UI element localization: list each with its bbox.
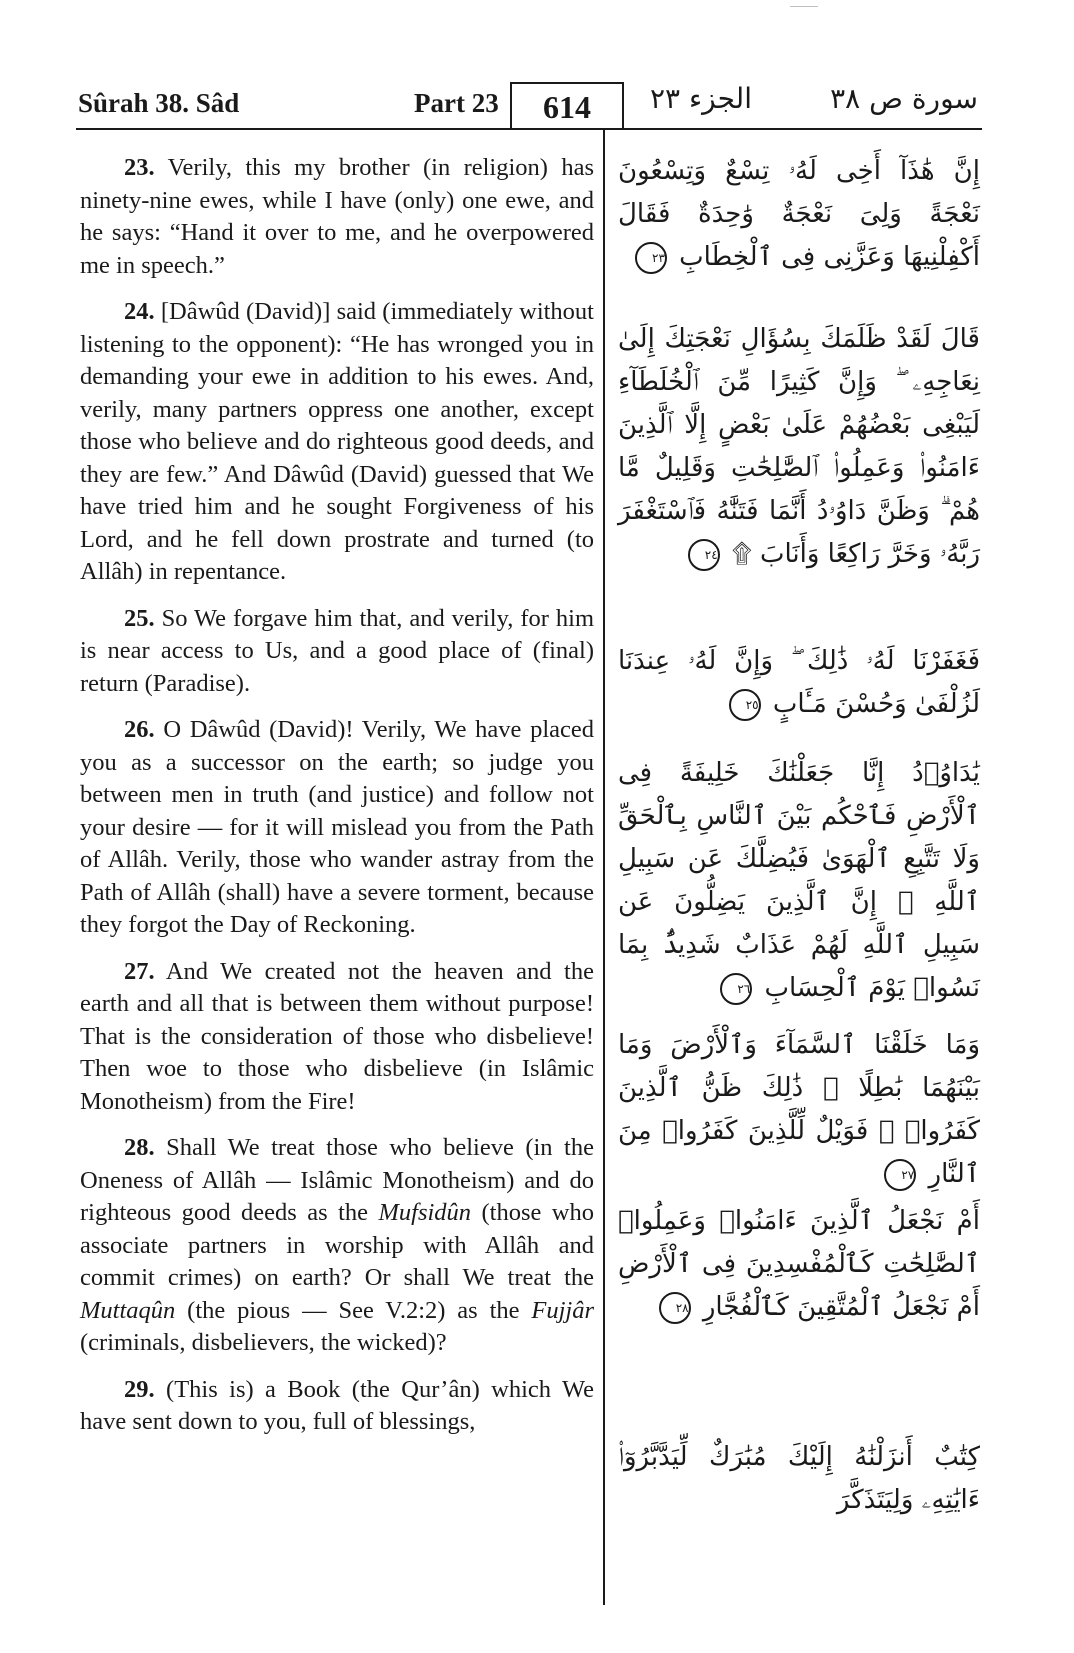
verse-en-29 — [80, 1374, 594, 1439]
column-divider — [603, 130, 605, 1605]
verse-number: 23. — [124, 154, 155, 181]
arabic-text: وَمَا خَلَقْنَا ٱلسَّمَآءَ وَٱلْأَرْضَ وَمَا بَيْنَهُمَا بَٰطِلًا ۚ ذَٰلِكَ ظَنُّ ٱلَّذِينَ كَفَرُوا۟ ۚ فَوَيْلٌ لِّلَّذِينَ كَفَرُوا۟ مِنَ ٱلنَّارِ — [618, 1030, 980, 1189]
verse-end-marker: ٢٧ — [884, 1159, 916, 1191]
verse-ar-26 — [618, 752, 980, 1010]
verse-text: Verily, this my brother (in religion) has ninety-nine ewes, while I have (only) one ewe, and he says: “Hand it over to me, and he overpowered me in speech.” — [80, 154, 594, 279]
verse-en-26 — [80, 714, 594, 942]
verse-ar-25 — [618, 640, 980, 726]
arabic-text: أَمْ نَجْعَلُ ٱلَّذِينَ ءَامَنُوا۟ وَعَمِلُوا۟ ٱلصَّٰلِحَٰتِ كَٱلْمُفْسِدِينَ فِى ٱلْأَرْضِ أَمْ نَجْعَلُ ٱلْمُتَّقِينَ كَٱلْفُجَّارِ — [618, 1206, 980, 1322]
verse-ar-23 — [618, 150, 980, 279]
verse-number: 26. — [124, 716, 155, 743]
verse-en-24 — [80, 296, 594, 589]
surah-title-ar: سورة ص ٣٨ — [830, 82, 978, 115]
part-label-ar: الجزء ٢٣ — [650, 82, 752, 115]
verse-ar-29 — [618, 1436, 980, 1522]
arabic-text: كِتَٰبٌ أَنزَلْنَٰهُ إِلَيْكَ مُبَٰرَكٌ لِّيَدَّبَّرُوٓا۟ ءَايَٰتِهِۦ وَلِيَتَذَكَّرَ — [618, 1442, 980, 1515]
verse-en-27 — [80, 956, 594, 1119]
header-rule — [76, 128, 982, 130]
verse-ar-27 — [618, 1024, 980, 1196]
verse-number: 24. — [124, 298, 155, 325]
verse-text: O Dâwûd (David)! Verily, We have placed you as a successor on the earth; so judge you between men in truth (and justice) and follow not your desire — for it will mislead you from the Path of Allâh. Verily, those who wander astray from the Path of Allâh (shall) have a severe torment, because they forgot the Day of Reckoning. — [80, 716, 595, 938]
verse-text: [Dâwûd (David)] said (immediately without listening to the opponent): “He has wronged you in demanding your ewe in addition to his ewes. And, verily, many partners oppress one another, except those who believe and do righteous good deeds, and they are few.” And Dâwûd (David) guessed that We have tried him and he sought Forgiveness of his Lord, and he fell down prostrate and turned (to Allâh) in repentance. — [80, 298, 594, 585]
arabic-text: يَٰدَاوُۥدُ إِنَّا جَعَلْنَٰكَ خَلِيفَةً فِى ٱلْأَرْضِ فَٱحْكُم بَيْنَ ٱلنَّاسِ بِٱلْحَقِّ وَلَا تَتَّبِعِ ٱلْهَوَىٰ فَيُضِلَّكَ عَن سَبِيلِ ٱللَّهِ ۚ إِنَّ ٱلَّذِينَ يَضِلُّونَ عَن سَبِيلِ ٱللَّهِ لَهُمْ عَذَابٌ شَدِيدٌۢ بِمَا نَسُوا۟ يَوْمَ ٱلْحِسَابِ — [618, 758, 980, 1003]
verse-text: (those who associate partners in worship with Allâh and commit crimes) on earth? Or shall We treat the — [80, 1199, 594, 1291]
verse-text: So We forgave him that, and verily, for him is near access to Us, and a good place of (final) return (Paradise). — [80, 604, 594, 697]
english-column — [80, 152, 594, 1453]
part-label-en: Part 23 — [414, 88, 499, 118]
verse-end-marker: ٢٨ — [659, 1292, 691, 1324]
verse-end-marker: ٢٥ — [729, 689, 761, 721]
verse-number: 27. — [124, 957, 155, 985]
page-number: 614 — [510, 82, 624, 130]
verse-en-25 — [80, 603, 594, 701]
verse-number: 29. — [124, 1375, 155, 1403]
verse-end-marker: ٢٤ — [688, 539, 720, 571]
verse-number: 28. — [124, 1134, 155, 1161]
italic-term: Muttaqûn — [80, 1296, 176, 1324]
verse-number: 25. — [124, 604, 155, 632]
scan-mark — [790, 6, 818, 7]
italic-term: Fujjâr — [531, 1296, 594, 1324]
arabic-text: إِنَّ هَٰذَآ أَخِى لَهُۥ تِسْعٌ وَتِسْعُونَ نَعْجَةً وَلِىَ نَعْجَةٌ وَٰحِدَةٌ فَقَالَ أَكْفِلْنِيهَا وَعَزَّنِى فِى ٱلْخِطَابِ — [618, 156, 980, 272]
verse-text: (This is) a Book (the Qur’ân) which We have sent down to you, full of blessings, — [80, 1375, 594, 1435]
verse-en-28 — [80, 1132, 594, 1360]
verse-text: (criminals, disbelievers, the wicked)? — [80, 1329, 447, 1356]
verse-end-marker: ٢٣ — [635, 242, 667, 274]
surah-title-en: Sûrah 38. Sâd — [78, 88, 240, 118]
verse-ar-24 — [618, 318, 980, 576]
verse-ar-28 — [618, 1200, 980, 1329]
arabic-text: فَغَفَرْنَا لَهُۥ ذَٰلِكَ ۖ وَإِنَّ لَهُۥ عِندَنَا لَزُلْفَىٰ وَحُسْنَ مَـَٔابٍ — [618, 646, 980, 719]
arabic-text: قَالَ لَقَدْ ظَلَمَكَ بِسُؤَالِ نَعْجَتِكَ إِلَىٰ نِعَاجِهِۦ ۖ وَإِنَّ كَثِيرًا مِّنَ ٱلْخُلَطَآءِ لَيَبْغِى بَعْضُهُمْ عَلَىٰ بَعْضٍ إِلَّا ٱلَّذِينَ ءَامَنُوا۟ وَعَمِلُوا۟ ٱلصَّٰلِحَٰتِ وَقَلِيلٌ مَّا هُمْ ۗ وَظَنَّ دَاوُۥدُ أَنَّمَا فَتَنَّٰهُ فَٱسْتَغْفَرَ رَبَّهُۥ وَخَرَّ رَاكِعًا وَأَنَابَ ۩ — [618, 324, 980, 569]
italic-term: Mufsidûn — [378, 1199, 472, 1226]
verse-text: (the pious — See V.2:2) as the — [175, 1296, 532, 1324]
verse-text: And We created not the heaven and the earth and all that is between them without purpose! That is the consideration of those who disbelieve! Then woe to those who disbelieve (in Islâmic Monotheism) from the Fire! — [80, 957, 594, 1115]
verse-text: Shall We treat those who believe (in the Oneness of Allâh — Islâmic Monotheism) and do righteous good deeds as the — [80, 1134, 594, 1226]
verse-end-marker: ٢٦ — [720, 973, 752, 1005]
verse-en-23 — [80, 152, 594, 282]
page-header — [78, 78, 978, 130]
